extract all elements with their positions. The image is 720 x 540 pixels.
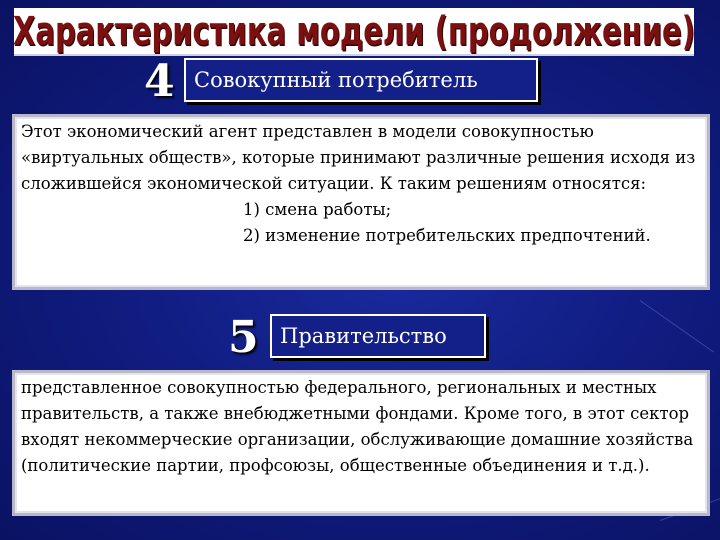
list-item: 1) смена работы;	[243, 200, 392, 219]
consumer-description: Этот экономический агент представлен в модели совокупностью «виртуальных обществ», которые принимают различные решения исходя из сложившейся экономической ситуации. К таким решениям относятся:	[21, 122, 696, 193]
section-number-4: 4	[144, 56, 175, 107]
section-body-government	[12, 370, 710, 516]
government-description: представленное совокупностью федерального, региональных и местных правительств, а также внебюджетными фондами. Кроме того, в этот сектор входят некоммерческие организации, обслуживающие домашние хозяйства (политические партии, профсоюзы, общественные объединения и т.д.).	[21, 378, 694, 475]
section-body-consumer	[12, 114, 710, 290]
section-heading-consumer: Совокупный потребитель	[184, 58, 538, 102]
section-heading-government: Правительство	[270, 314, 486, 358]
list-item: 2) изменение потребительских предпочтений.	[243, 226, 651, 245]
section-number-5: 5	[228, 312, 259, 363]
slide-title: Характеристика модели (продолжение)	[13, 8, 695, 54]
decorative-streak	[640, 300, 714, 352]
